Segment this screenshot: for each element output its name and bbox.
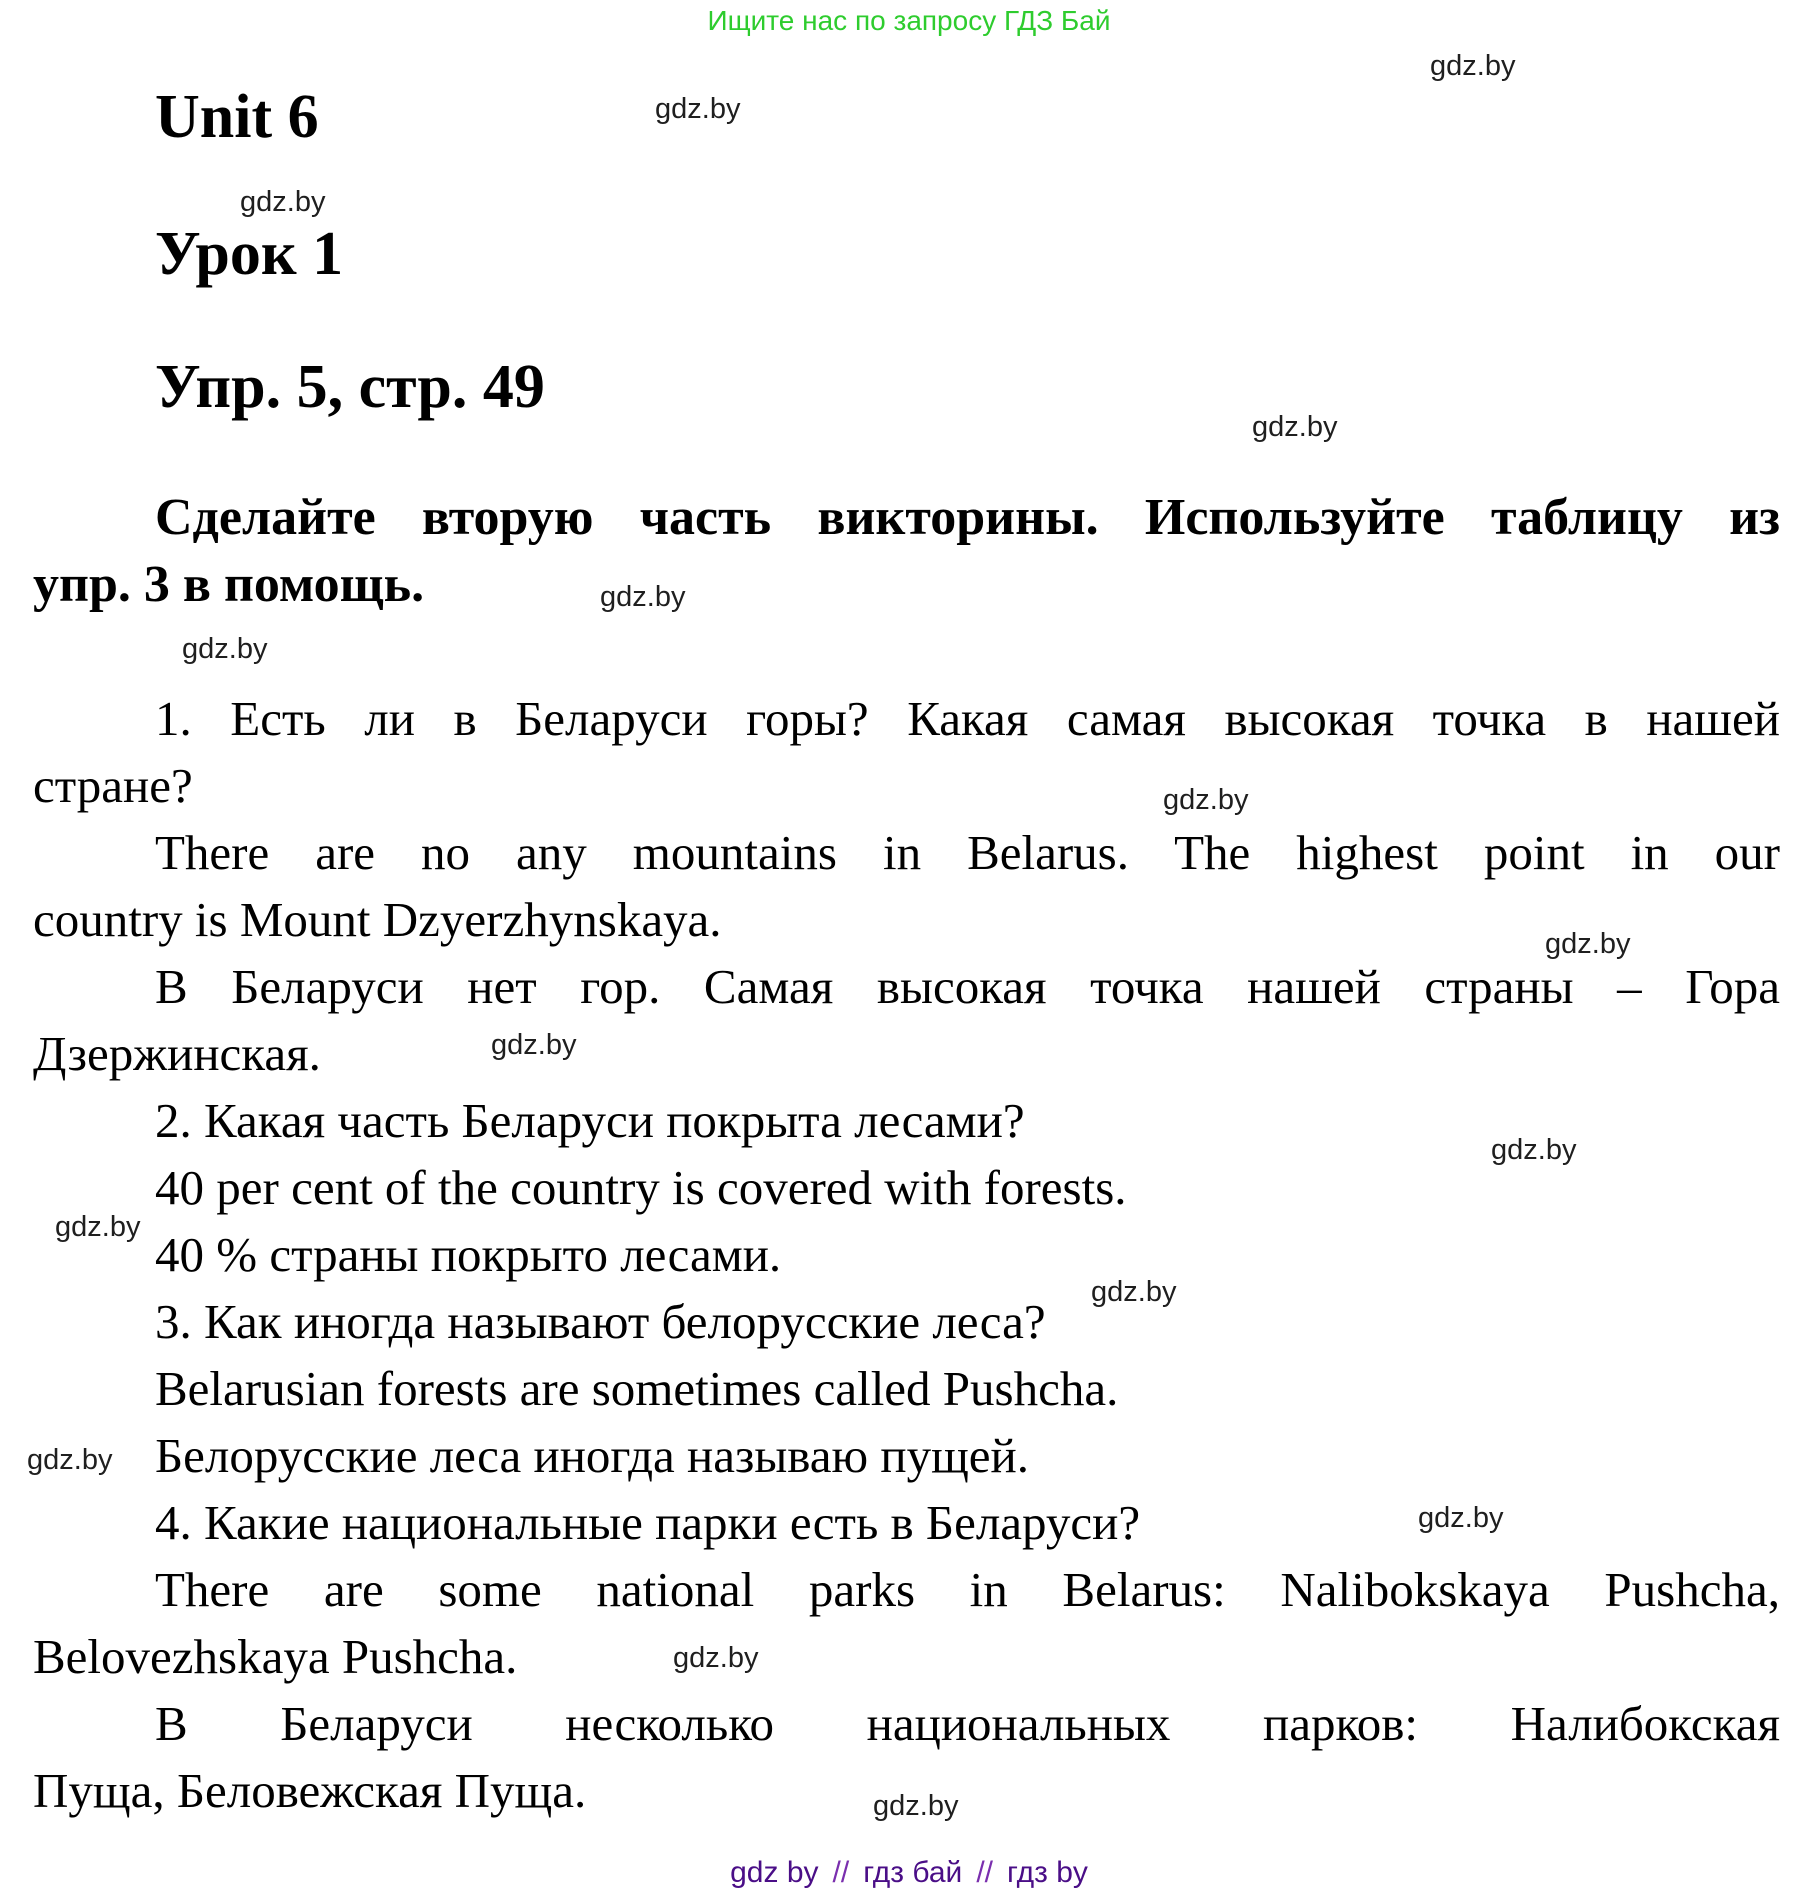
answer-ru-paragraph-line: В Беларуси нет гор. Самая высокая точка нашей страны – Гора [155, 959, 1780, 1014]
question-paragraph-line: 3. Как иногда называют белорусские леса? [155, 1294, 1046, 1349]
footer-separator: // [976, 1856, 993, 1889]
watermark: gdz.by [27, 1444, 113, 1476]
watermark: gdz.by [1091, 1276, 1177, 1308]
watermark: gdz.by [1430, 50, 1516, 82]
watermark: gdz.by [655, 93, 741, 125]
answer-ru-paragraph [33, 953, 1780, 1087]
footer-gdz-by-latin: gdz by [730, 1856, 819, 1889]
answer-ru-paragraph [33, 1221, 1780, 1288]
question-paragraph-line: 2. Какая часть Беларуси покрыта лесами? [155, 1093, 1025, 1148]
footer-gdz-bai: гдз бай [863, 1856, 963, 1889]
watermark: gdz.by [1163, 784, 1249, 816]
task-line: упр. 3 в помощь. [33, 556, 425, 613]
answer-ru-paragraph-line: Белорусские леса иногда называю пущей. [155, 1428, 1030, 1483]
answer-ru-paragraph-line: В Беларуси несколько национальных парков: Налибокская [155, 1696, 1780, 1751]
question-paragraph [33, 1489, 1780, 1556]
answer-en-paragraph-line: Belarusian forests are sometimes called Pushcha. [155, 1361, 1119, 1416]
answer-en-paragraph-line: Belovezhskaya Pushcha. [33, 1629, 518, 1684]
watermark: gdz.by [1491, 1134, 1577, 1166]
watermark: gdz.by [1545, 928, 1631, 960]
watermark: gdz.by [600, 581, 686, 613]
answer-en-paragraph-line: 40 per cent of the country is covered with forests. [155, 1160, 1127, 1215]
question-paragraph [33, 1087, 1780, 1154]
answer-ru-paragraph-line: 40 % страны покрыто лесами. [155, 1227, 782, 1282]
question-paragraph [33, 685, 1780, 819]
watermark: gdz.by [873, 1790, 959, 1822]
task-paragraph [33, 484, 1780, 618]
watermark: gdz.by [240, 186, 326, 218]
answer-ru-paragraph [33, 1690, 1780, 1824]
question-paragraph-line: 4. Какие национальные парки есть в Беларуси? [155, 1495, 1141, 1550]
answer-ru-paragraph [33, 1422, 1780, 1489]
task-line: Сделайте вторую часть викторины. Используйте таблицу из [155, 489, 1780, 546]
footer [0, 1856, 1818, 1890]
answer-en-paragraph [33, 1355, 1780, 1422]
answer-en-paragraph [33, 1154, 1780, 1221]
footer-gdz-by-mixed: гдз by [1007, 1856, 1088, 1889]
answer-ru-paragraph-line: Дзержинская. [33, 1026, 321, 1081]
watermark: gdz.by [55, 1211, 141, 1243]
qa-list [33, 685, 1780, 1824]
question-paragraph-line: 1. Есть ли в Беларуси горы? Какая самая высокая точка в нашей [155, 691, 1780, 746]
answer-en-paragraph [33, 819, 1780, 953]
question-paragraph-line: стране? [33, 758, 193, 813]
answer-en-paragraph [33, 1556, 1780, 1690]
question-paragraph [33, 1288, 1780, 1355]
watermark: gdz.by [673, 1642, 759, 1674]
unit-heading: Unit 6 [155, 83, 319, 151]
watermark: gdz.by [182, 633, 268, 665]
answer-en-paragraph-line: country is Mount Dzyerzhynskaya. [33, 892, 722, 947]
lesson-heading: Урок 1 [155, 220, 344, 288]
answer-ru-paragraph-line: Пуща, Беловежская Пуща. [33, 1763, 587, 1818]
answer-en-paragraph-line: There are some national parks in Belarus: Nalibokskaya Pushcha, [155, 1562, 1780, 1617]
promo-banner: Ищите нас по запросу ГДЗ Бай [707, 5, 1111, 36]
document-content [33, 0, 1780, 1824]
watermark: gdz.by [1418, 1502, 1504, 1534]
watermark: gdz.by [1252, 411, 1338, 443]
exercise-heading: Упр. 5, стр. 49 [155, 353, 545, 421]
answer-en-paragraph-line: There are no any mountains in Belarus. The highest point in our [155, 825, 1780, 880]
watermark: gdz.by [491, 1029, 577, 1061]
footer-separator: // [832, 1856, 850, 1889]
